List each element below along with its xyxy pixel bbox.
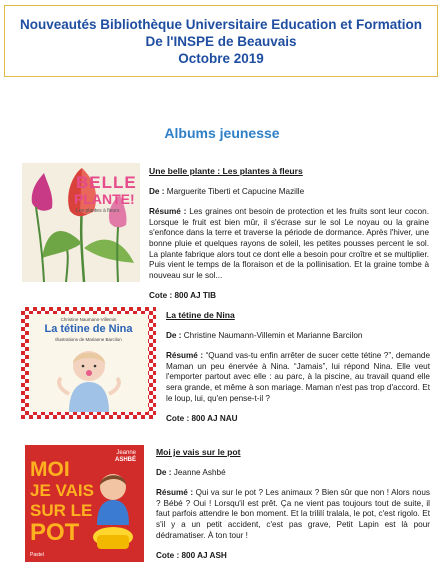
book-cover-tetine-de-nina (21, 307, 156, 419)
cover-title-line-1: BELLE (76, 173, 137, 192)
book-title: Moi je vais sur le pot (156, 447, 241, 457)
book-title: La tétine de Nina (166, 310, 235, 320)
authors-label: De : (166, 330, 182, 340)
authors-value: Christine Naumann-Villemin et Marianne Barcilon (183, 330, 363, 340)
book-details (149, 166, 429, 302)
cote-value: 800 AJ ASH (181, 551, 227, 561)
summary-text: “Quand vas-tu enfin arrêter de sucer cette tétine ?”, demande Maman un peu énervée à Nina. “Jamais”, lui répond Nina. Elle veut l'emporter partout avec elle : au parc, à la piscine, au travail quand elle sera grande, et même à son mariage. Maman n'est pas trop d'accord. Et le loup, lui, qu'en pense-t-il ? (166, 351, 430, 403)
cover-author-first: Jeanne (116, 450, 136, 456)
header-title-line-3: Octobre 2019 (178, 50, 264, 66)
cover-title-line-4: POT (30, 519, 80, 546)
book-authors (149, 187, 429, 198)
book-cote (166, 414, 430, 425)
cote-label: Cote : (156, 551, 180, 561)
book-details (156, 447, 430, 562)
cover-subtitle: Les plantes à fleurs (76, 208, 120, 214)
cote-value: 800 AJ NAU (191, 414, 238, 424)
cover-title-line-3: SUR LE (30, 501, 93, 520)
cover-title: La tétine de Nina (44, 323, 133, 335)
book-cote (149, 291, 429, 302)
book-cover-belle-plante (22, 163, 140, 282)
book-authors (166, 331, 430, 342)
cover-illustrator: Illustrations de Marianne Barcilon (55, 337, 122, 342)
book-authors (156, 468, 430, 479)
authors-label: De : (149, 186, 165, 196)
header-banner (4, 5, 438, 77)
section-title: Albums jeunesse (164, 125, 280, 141)
header-title-line-1: Nouveautés Bibliothèque Universitaire Education et Formation (19, 16, 423, 32)
book-summary (166, 351, 430, 404)
cover-publisher: Pastel (30, 552, 44, 558)
authors-value: Jeanne Ashbé (173, 467, 226, 477)
cover-author: Christine Naumann-Villemin (60, 317, 117, 322)
cover-inner-panel (29, 314, 148, 412)
summary-label: Résumé : (156, 488, 194, 498)
summary-label: Résumé : (166, 351, 204, 361)
authors-label: De : (156, 467, 172, 477)
girl-illustration (29, 344, 148, 414)
cote-value: 800 AJ TIB (174, 291, 217, 301)
cover-title-line-2: PLANTE! (74, 191, 135, 207)
cote-label: Cote : (149, 291, 173, 301)
header-title-line-2: De l'INSPE de Beauvais (145, 33, 297, 49)
cover-author-last: ASHBÉ (114, 457, 136, 463)
summary-text: Qui va sur le pot ? Les animaux ? Bien sûr que non ! Alors nous ? Bébé ? Oui ! Lorsqu'il est prêt. Ça ne vient pas toujours tout de suite, il faut parfois attendre le bon moment. Et la trililí tralala, le pot, c'est rigolo. Et s'il y a un petit accident, c'est pas grave, Petit Lapin est là pour dédramatiser. À ton tour ! (156, 488, 430, 540)
summary-text: Les graines ont besoin de protection et les fruits sont leur cocon. Lorsque le fruit est bien mûr, il s'écrase sur le sol Le noyau ou la graine s'enfonce dans la terre et traverse la période de dormance. Après l'hiver, une bonne pluie et quelques rayons de soleil, les petites pousses percent le sol. La plante fabrique alors tout ce dont elle a besoin pour croître et se multiplier. Puis vient le temps de la floraison et de la pollinisation. Et la graine tombe à nouveau sur le sol... (149, 207, 429, 280)
cote-label: Cote : (166, 414, 190, 424)
cover-title-line-2: JE VAIS (30, 481, 94, 500)
child-on-potty-illustration (25, 445, 144, 562)
cover-title-line-1: MOI (30, 458, 70, 481)
book-cover-moi-je-vais-sur-le-pot (25, 445, 144, 562)
book-summary (149, 207, 429, 281)
book-title: Une belle plante : Les plantes à fleurs (149, 166, 303, 176)
book-details (166, 310, 430, 425)
book-cote (156, 551, 430, 562)
book-summary (156, 488, 430, 541)
authors-value: Marguerite Tiberti et Capucine Mazille (166, 186, 305, 196)
summary-label: Résumé : (149, 207, 187, 217)
